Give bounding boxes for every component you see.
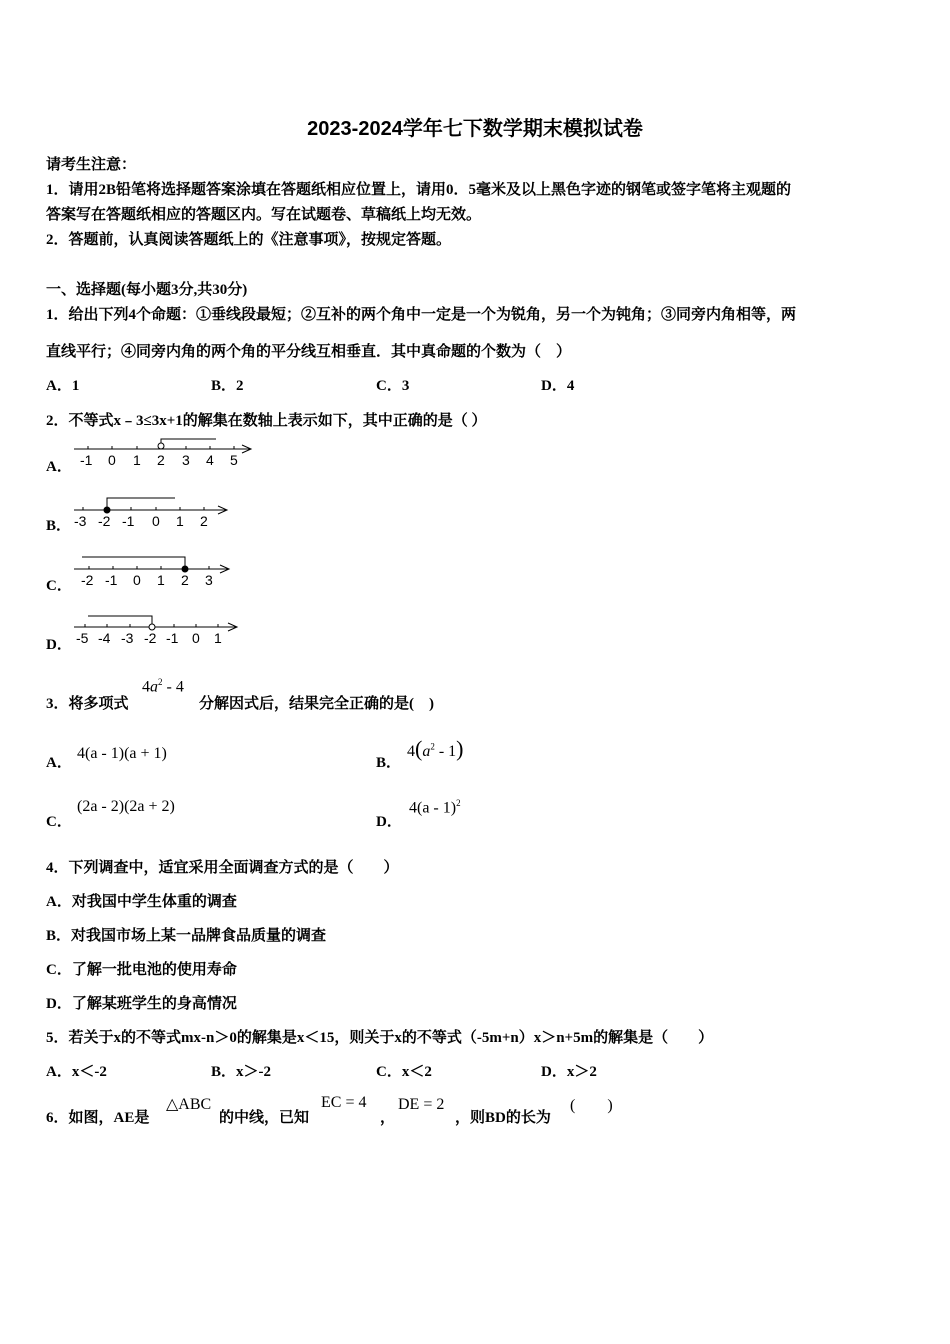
q6-ec: EC = 4 — [321, 1094, 367, 1111]
q1-option-c: C．3 — [376, 378, 410, 394]
q5-option-d: D．x＞2 — [541, 1064, 597, 1080]
axis-tick-label: 3 — [182, 452, 190, 468]
q6-answer-paren: ( ) — [570, 1097, 613, 1114]
q3-option-d-expr: 4(a - 1)$^2$ — [409, 798, 461, 817]
notice-line: 1．请用2B铅笔将选择题答案涂填在答题纸相应位置上，请用0．5毫米及以上黑色字迹的钢笔或签字笔将主观题的 — [46, 182, 792, 198]
q3-option-c-label: C． — [46, 814, 72, 830]
q3-option-c-expr: (2a - 2)(2a + 2) — [77, 798, 175, 815]
q4-option-c: C．了解一批电池的使用寿命 — [46, 962, 237, 978]
axis-tick-label: 0 — [108, 452, 116, 468]
axis-tick-label: 0 — [133, 572, 141, 588]
question-2-stem: 2．不等式x﹣3≤3x+1的解集在数轴上表示如下，其中正确的是（ ） — [46, 413, 487, 429]
axis-tick-label: 2 — [181, 572, 189, 588]
notice-heading: 请考生注意： — [46, 157, 137, 173]
axis-tick-label: 0 — [192, 630, 200, 646]
axis-tick-label: -1 — [122, 513, 135, 529]
section-heading: 一、选择题(每小题3分,共30分) — [46, 282, 248, 298]
q4-option-a: A．对我国中学生体重的调查 — [46, 894, 237, 910]
q2-option-a-label: A． — [46, 459, 72, 475]
q1-option-a: A．1 — [46, 378, 80, 394]
q5-option-a: A．x＜-2 — [46, 1064, 107, 1080]
q6-de: DE = 2 — [398, 1096, 445, 1113]
axis-tick-label: -2 — [81, 572, 94, 588]
q3-option-d-label: D． — [376, 814, 402, 830]
q2-number-line-b — [70, 493, 240, 529]
axis-tick-label: 5 — [230, 452, 238, 468]
axis-tick-label: 1 — [214, 630, 222, 646]
axis-tick-label: 2 — [157, 452, 165, 468]
q2-option-d-label: D． — [46, 637, 72, 653]
question-1-stem: 1．给出下列4个命题：①垂线段最短；②互补的两个角中一定是一个为锐角，另一个为钝角；③同旁内角相等，两 — [46, 307, 797, 323]
q3-option-a-label: A． — [46, 755, 72, 771]
axis-tick-label: 3 — [205, 572, 213, 588]
axis-tick-label: -4 — [98, 630, 111, 646]
axis-tick-label: 0 — [152, 513, 160, 529]
axis-tick-label: -1 — [80, 452, 93, 468]
axis-tick-label: 1 — [157, 572, 165, 588]
question-5-stem: 5．若关于x的不等式mx-n＞0的解集是x＜15，则关于x的不等式（-5m+n）x＞n+5m的解集是（ ） — [46, 1030, 714, 1046]
q5-option-b: B．x＞-2 — [211, 1064, 272, 1080]
question-6-mid: 的中线，已知 — [219, 1110, 310, 1126]
axis-tick-label: 1 — [176, 513, 184, 529]
question-6-prefix: 6．如图，AE是 — [46, 1110, 150, 1126]
question-3-prefix: 3．将多项式 — [46, 696, 129, 712]
q2-number-line-d — [70, 608, 250, 646]
q6-triangle: △ABC — [166, 1096, 212, 1113]
notice-line: 答案写在答题纸相应的答题区内。写在试题卷、草稿纸上均无效。 — [46, 207, 482, 223]
axis-tick-label: 4 — [206, 452, 214, 468]
q4-option-d: D．了解某班学生的身高情况 — [46, 996, 237, 1012]
q3-expression: $4a^2 - 4$ — [142, 677, 184, 696]
page-title: 2023-2024学年七下数学期末模拟试卷 — [307, 118, 643, 140]
axis-tick-label: -1 — [105, 572, 118, 588]
axis-tick-label: -2 — [144, 630, 157, 646]
q2-option-c-label: C． — [46, 578, 72, 594]
q3-option-b-expr: $4(a^2 - 1)$ — [407, 736, 464, 761]
q1-option-d: D．4 — [541, 378, 575, 394]
q4-option-b: B．对我国市场上某一品牌食品质量的调查 — [46, 928, 327, 944]
question-3-suffix: 分解因式后，结果完全正确的是( ) — [199, 696, 434, 712]
question-4-stem: 4．下列调查中，适宜采用全面调查方式的是（ ） — [46, 860, 399, 876]
axis-tick-label: -3 — [121, 630, 134, 646]
question-6-suffix: ，则BD的长为 — [455, 1110, 551, 1126]
question-1-stem: 直线平行；④同旁内角的两个角的平分线互相垂直．其中真命题的个数为（ ） — [46, 344, 572, 360]
q2-number-line-a — [70, 434, 260, 470]
q1-option-b: B．2 — [211, 378, 244, 394]
q3-option-a-expr: 4(a - 1)(a + 1) — [77, 745, 167, 762]
q5-option-c: C．x＜2 — [376, 1064, 432, 1080]
question-6-comma: ， — [380, 1110, 396, 1126]
axis-tick-label: -3 — [74, 513, 87, 529]
notice-line: 2．答题前，认真阅读答题纸上的《注意事项》，按规定答题。 — [46, 232, 452, 248]
q2-number-line-c — [70, 552, 240, 588]
q3-option-b-label: B． — [376, 755, 402, 771]
axis-tick-label: -1 — [166, 630, 179, 646]
axis-tick-label: -2 — [98, 513, 111, 529]
axis-tick-label: 1 — [133, 452, 141, 468]
axis-tick-label: 2 — [200, 513, 208, 529]
q2-option-b-label: B． — [46, 518, 72, 534]
axis-tick-label: -5 — [76, 630, 89, 646]
